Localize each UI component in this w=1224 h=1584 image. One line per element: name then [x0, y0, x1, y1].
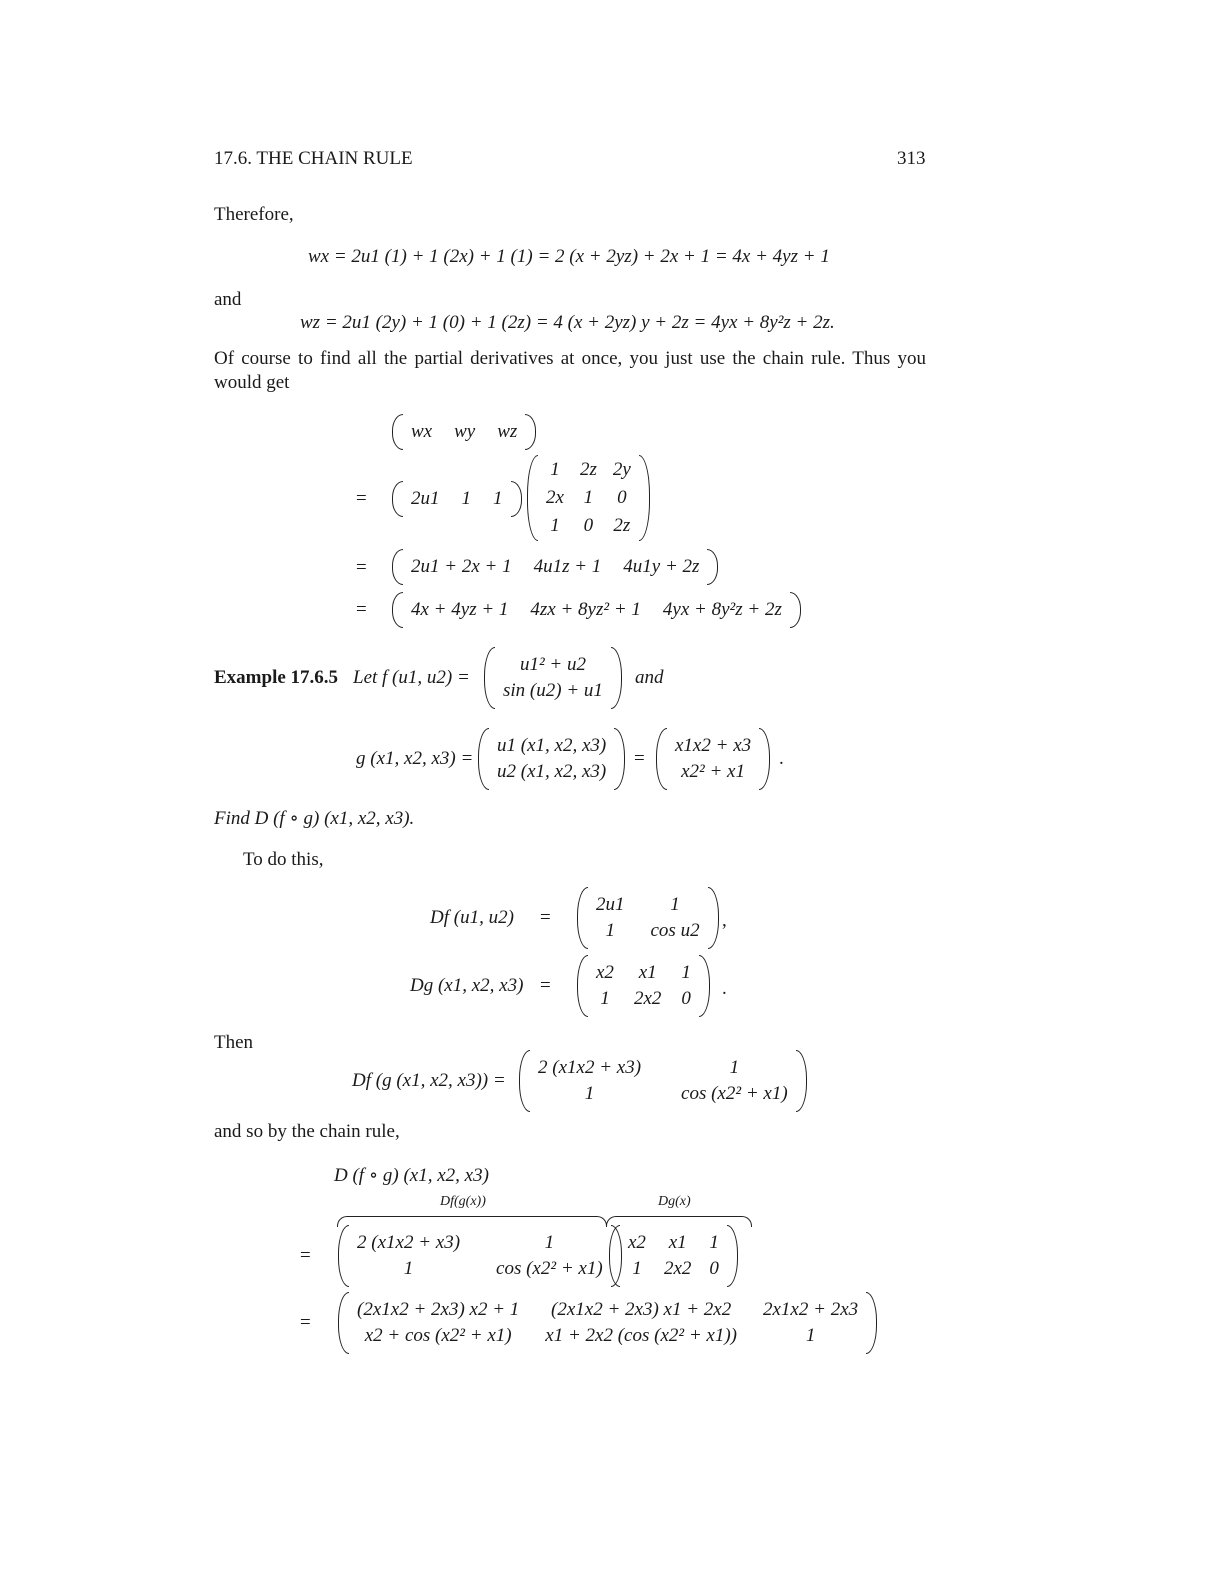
- matrix-entry: sin (u2) + u1: [503, 680, 603, 701]
- matrix-entry: 1: [550, 515, 560, 536]
- matrix-entry: u2 (x1, x2, x3): [497, 761, 607, 782]
- g-vector-entries: [489, 733, 614, 785]
- right-paren: [796, 1050, 807, 1112]
- final-matrix-entries: [349, 1297, 866, 1349]
- df-matrix: [577, 887, 719, 949]
- matrix-entry: 4x + 4yz + 1: [411, 599, 509, 620]
- final-matrix: [338, 1292, 877, 1354]
- matrix-entry: 4u1z + 1: [533, 556, 602, 577]
- left-paren: [527, 455, 538, 541]
- matrix-entry: x2² + x1: [681, 761, 745, 782]
- equation-wx: wx = 2u1 (1) + 1 (2x) + 1 (1) = 2 (x + 2yz) + 2x + 1 = 4x + 4yz + 1: [308, 246, 830, 267]
- g-lhs: g (x1, x2, x3) =: [356, 748, 474, 769]
- matrix-entry: 2 (x1x2 + x3): [357, 1232, 461, 1253]
- matrix-entry: cos (x2² + x1): [681, 1083, 788, 1104]
- left-paren: [392, 549, 403, 585]
- jacobian-entries: [538, 457, 639, 539]
- matrix-entry: 0: [681, 988, 691, 1009]
- left-paren: [519, 1050, 530, 1112]
- result-row-1: [392, 549, 718, 585]
- equals-sign: =: [300, 1245, 311, 1266]
- chain-matrix-dfg: [338, 1225, 622, 1287]
- f-vector: [484, 647, 622, 709]
- dfg-lhs: Df (g (x1, x2, x3)) =: [352, 1070, 506, 1091]
- matrix-entry: wz: [497, 421, 518, 442]
- matrix-entry: wx: [411, 421, 433, 442]
- matrix-entry: x2: [596, 962, 614, 983]
- matrix-entry: wy: [454, 421, 476, 442]
- right-paren: [790, 592, 801, 628]
- left-paren: [577, 955, 588, 1017]
- matrix-entry: x1: [638, 962, 657, 983]
- right-paren: [707, 549, 718, 585]
- matrix-entry: x1x2 + x3: [675, 735, 752, 756]
- equals-sign: =: [356, 599, 367, 620]
- example-label: Example 17.6.5: [214, 667, 339, 688]
- matrix-entry: 1: [670, 894, 680, 915]
- matrix-entry: 2z: [579, 459, 597, 480]
- matrix-entry: 2u1: [411, 488, 440, 509]
- period: .: [722, 978, 727, 999]
- matrix-entry: cos (x2² + x1): [496, 1258, 603, 1279]
- left-paren: [338, 1292, 349, 1354]
- left-paren: [392, 414, 403, 450]
- left-paren: [577, 887, 588, 949]
- equals-sign: =: [356, 488, 367, 509]
- equals-sign: =: [540, 975, 551, 996]
- right-paren: [759, 728, 770, 790]
- paragraph-to-do-this: To do this,: [243, 849, 324, 870]
- right-paren: [611, 647, 622, 709]
- left-paren: [478, 728, 489, 790]
- matrix-entry: 2x2: [663, 1258, 692, 1279]
- paragraph-and-so: and so by the chain rule,: [214, 1121, 400, 1142]
- matrix-entry: 4zx + 8yz² + 1: [530, 599, 641, 620]
- gradient-entries: [403, 419, 525, 445]
- dg-matrix: [577, 955, 710, 1017]
- brace-label-dg: Dg(x): [658, 1194, 691, 1209]
- g-vector: [478, 728, 625, 790]
- matrix-entry: cos u2: [650, 920, 700, 941]
- left-paren: [392, 481, 403, 517]
- paragraph-of-course: Of course to find all the partial derivatives at once, you just use the chain rule. Thus you would get: [214, 348, 926, 393]
- df-lhs: Df (u1, u2): [430, 907, 514, 928]
- page-number: 313: [897, 148, 926, 169]
- period: .: [779, 748, 784, 769]
- dfog-lhs: D (f ∘ g) (x1, x2, x3): [334, 1165, 489, 1186]
- result-row-2: [392, 592, 801, 628]
- matrix-entry: 1: [544, 1232, 555, 1253]
- dfg-matrix: [519, 1050, 807, 1112]
- matrix-entry: 1: [805, 1325, 816, 1346]
- left-paren: [392, 592, 403, 628]
- comma: ,: [722, 910, 727, 931]
- dfg-matrix-entries: [530, 1055, 796, 1107]
- paragraph-and: and: [214, 289, 242, 310]
- right-paren: [727, 1225, 738, 1287]
- df-matrix-entries: [588, 892, 708, 944]
- right-paren: [639, 455, 650, 541]
- right-paren: [699, 955, 710, 1017]
- right-paren: [525, 414, 536, 450]
- dg-lhs: Dg (x1, x2, x3): [410, 975, 524, 996]
- matrix-entry: u1² + u2: [519, 654, 586, 675]
- matrix-entry: 1: [493, 488, 503, 509]
- result-2-entries: [403, 597, 790, 623]
- matrix-entry: 1: [709, 1232, 719, 1253]
- matrix-entry: 1: [461, 488, 471, 509]
- dg-matrix-entries: [588, 960, 699, 1012]
- matrix-entry: 1: [600, 988, 610, 1009]
- matrix-entry: 2x2: [633, 988, 662, 1009]
- matrix-entry: 1: [681, 962, 691, 983]
- matrix-entry: x1: [668, 1232, 687, 1253]
- chain-dg-entries: [620, 1230, 727, 1282]
- row-vector-entries: [403, 486, 511, 512]
- chain-dfg-entries: [349, 1230, 611, 1282]
- matrix-entry: 4yx + 8y²z + 2z: [662, 599, 782, 620]
- matrix-entry: 2x1x2 + 2x3: [763, 1299, 859, 1320]
- left-paren: [484, 647, 495, 709]
- matrix-entry: x2: [628, 1232, 646, 1253]
- matrix-entry: 2z: [613, 515, 631, 536]
- equals-sign: =: [540, 907, 551, 928]
- equals-sign: =: [634, 748, 645, 769]
- matrix-entry: x1 + 2x2 (cos (x2² + x1)): [545, 1325, 737, 1346]
- matrix-entry: 1: [583, 487, 594, 508]
- chain-matrix-dg: [609, 1225, 738, 1287]
- right-paren: [511, 481, 522, 517]
- brace-label-dfg: Df(g(x)): [440, 1194, 486, 1209]
- find-text: Find D (f ∘ g) (x1, x2, x3).: [214, 808, 415, 829]
- example-and: and: [635, 667, 664, 688]
- equation-wz: wz = 2u1 (2y) + 1 (0) + 1 (2z) = 4 (x + 2yz) y + 2z = 4yx + 8y²z + 2z.: [300, 312, 835, 333]
- example-let-text: Let f (u1, u2) =: [353, 667, 470, 688]
- left-paren: [609, 1225, 620, 1287]
- matrix-entry: 2 (x1x2 + x3): [538, 1057, 642, 1078]
- matrix-entry: u1 (x1, x2, x3): [497, 735, 607, 756]
- matrix-entry: 2y: [612, 459, 631, 480]
- matrix-entry: (2x1x2 + 2x3) x2 + 1: [357, 1299, 520, 1320]
- left-paren: [656, 728, 667, 790]
- matrix-entry: 2u1 + 2x + 1: [411, 556, 512, 577]
- result-1-entries: [403, 554, 707, 580]
- g-explicit-vector: [656, 728, 770, 790]
- matrix-entry: 1: [403, 1258, 414, 1279]
- matrix-entry: 4u1y + 2z: [623, 556, 700, 577]
- g-explicit-entries: [667, 733, 759, 785]
- matrix-entry: 1: [605, 920, 615, 941]
- running-header: 17.6. THE CHAIN RULE: [214, 148, 413, 169]
- jacobian-matrix: [527, 455, 650, 541]
- gradient-row-vector: [392, 414, 536, 450]
- matrix-entry: 2x: [546, 487, 564, 508]
- right-paren: [614, 728, 625, 790]
- matrix-entry: 0: [583, 515, 594, 536]
- matrix-entry: 1: [550, 459, 560, 480]
- matrix-entry: 0: [617, 487, 627, 508]
- matrix-entry: 1: [729, 1057, 740, 1078]
- matrix-entry: x2 + cos (x2² + x1): [364, 1325, 512, 1346]
- equals-sign: =: [356, 557, 367, 578]
- left-paren: [338, 1225, 349, 1287]
- equals-sign: =: [300, 1312, 311, 1333]
- right-paren: [708, 887, 719, 949]
- paragraph-then: Then: [214, 1032, 254, 1053]
- matrix-entry: 1: [632, 1258, 642, 1279]
- matrix-entry: 2u1: [596, 894, 625, 915]
- right-paren: [866, 1292, 877, 1354]
- row-vector-u: [392, 481, 522, 517]
- matrix-entry: 1: [584, 1083, 595, 1104]
- paragraph-therefore: Therefore,: [214, 204, 294, 225]
- matrix-entry: 0: [709, 1258, 719, 1279]
- matrix-entry: (2x1x2 + 2x3) x1 + 2x2: [551, 1299, 732, 1320]
- f-vector-entries: [495, 652, 611, 704]
